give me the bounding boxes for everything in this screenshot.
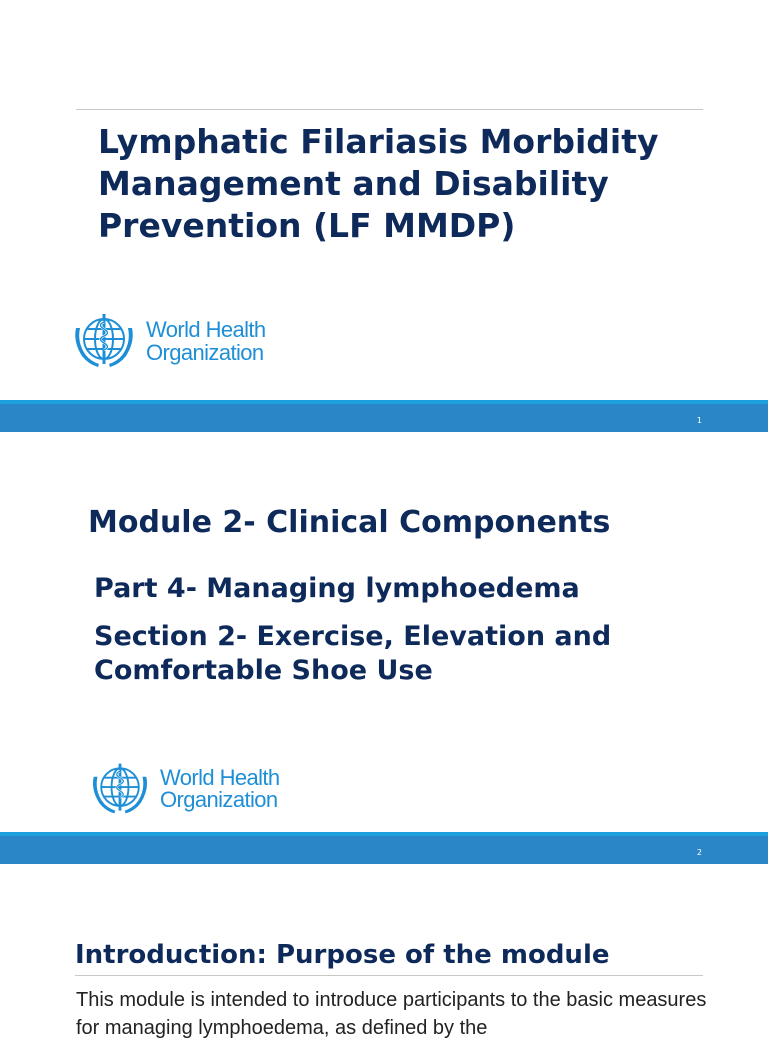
slide-2 — [0, 432, 768, 832]
slide-footer-band — [0, 832, 768, 864]
module-title: Module 2- Clinical Components — [88, 505, 611, 540]
slide-footer-band — [0, 400, 768, 432]
part-title: Part 4- Managing lymphoedema — [94, 573, 580, 604]
section-title: Section 2- Exercise, Elevation and Comfortable Shoe Use — [94, 621, 612, 686]
who-logo — [70, 308, 266, 374]
slide-3 — [0, 864, 768, 1039]
slide-title: Lymphatic Filariasis Morbidity Management and Disability Prevention (LF MMDP) — [98, 122, 659, 245]
page-number: 1 — [696, 416, 702, 425]
slide-body-text: This module is intended to introduce participants to the basic measures for managing lymphoedema, as defined by the — [76, 989, 707, 1039]
title-divider — [75, 975, 703, 976]
who-wordmark: World Health Organization — [146, 317, 266, 365]
page-number: 2 — [696, 848, 702, 857]
who-emblem-icon — [88, 758, 152, 820]
slide-1 — [0, 0, 768, 400]
who-emblem-icon — [70, 308, 138, 374]
who-wordmark: World Health Organization — [160, 765, 280, 812]
title-divider — [76, 109, 703, 110]
who-logo — [88, 758, 280, 820]
slide-title: Introduction: Purpose of the module — [75, 940, 610, 970]
